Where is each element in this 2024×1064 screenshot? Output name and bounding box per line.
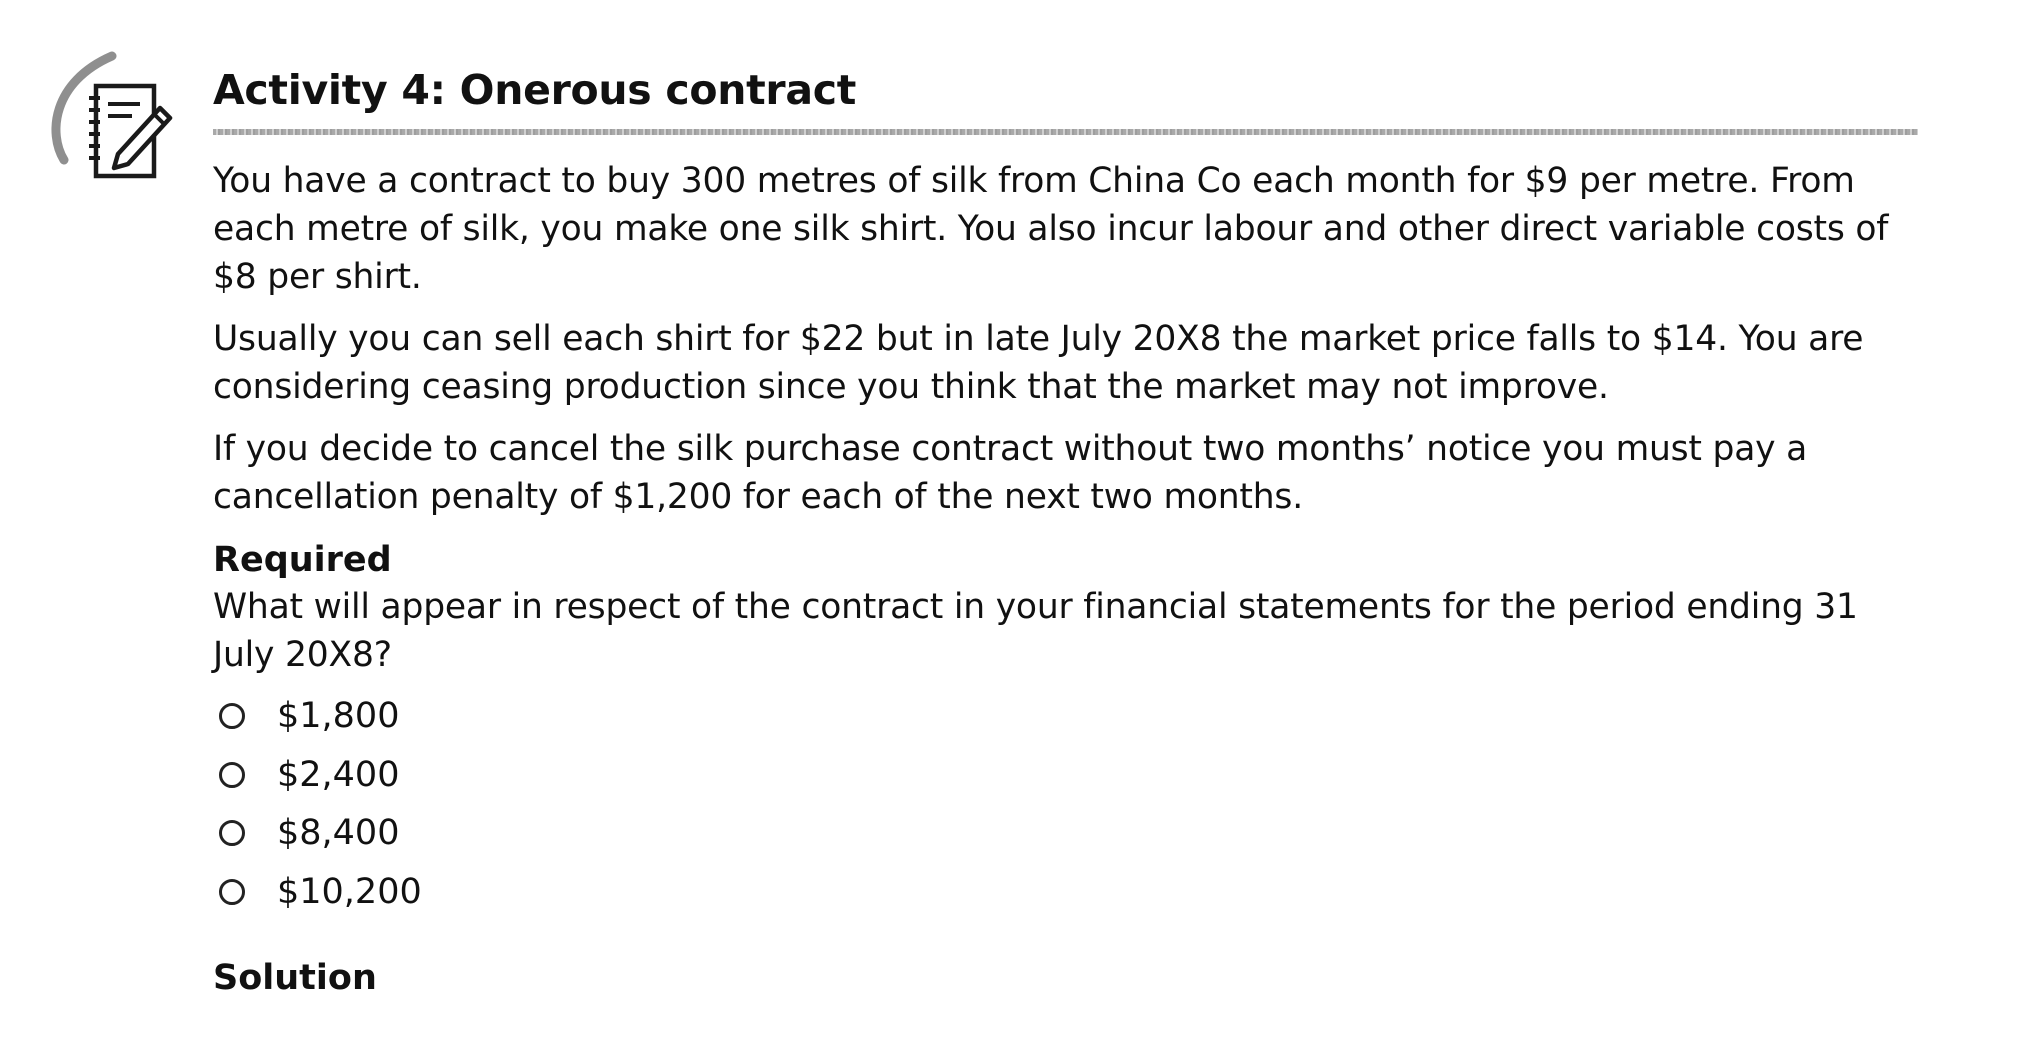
answer-option[interactable] <box>213 863 1923 922</box>
activity-content <box>213 62 1923 1001</box>
activity-title: Activity 4: Onerous contract <box>213 66 857 114</box>
required-label: Required <box>213 540 392 580</box>
answer-option-label: $8,400 <box>277 813 400 854</box>
answer-option-label: $2,400 <box>277 754 400 795</box>
answer-options <box>213 687 1923 921</box>
answer-option-label: $10,200 <box>277 871 422 912</box>
solution-heading: Solution <box>213 958 377 998</box>
required-question: What will appear in respect of the contract in your financial statements for the period ending 31 July 20X8? <box>213 587 1858 675</box>
answer-option[interactable] <box>213 687 1923 746</box>
answer-option[interactable] <box>213 804 1923 863</box>
radio-button[interactable] <box>219 703 245 729</box>
radio-button[interactable] <box>219 879 245 905</box>
answer-option-label: $1,800 <box>277 696 400 737</box>
answer-option[interactable] <box>213 746 1923 805</box>
paragraph-contract: You have a contract to buy 300 metres of silk from China Co each month for $9 per metre. From each metre of silk, you make one silk shirt. You also incur labour and other direct variable costs of $8 per shirt. <box>213 161 1889 297</box>
radio-button[interactable] <box>219 820 245 846</box>
paragraph-cancellation: If you decide to cancel the silk purchase contract without two months’ notice you must pay a cancellation penalty of $1,200 for each of the next two months. <box>213 429 1808 517</box>
radio-button[interactable] <box>219 762 245 788</box>
title-divider <box>213 129 1918 135</box>
notebook-pencil-icon <box>44 48 184 188</box>
paragraph-market-price: Usually you can sell each shirt for $22 but in late July 20X8 the market price falls to $14. You are considering ceasing production since you think that the market may not improve. <box>213 319 1864 407</box>
